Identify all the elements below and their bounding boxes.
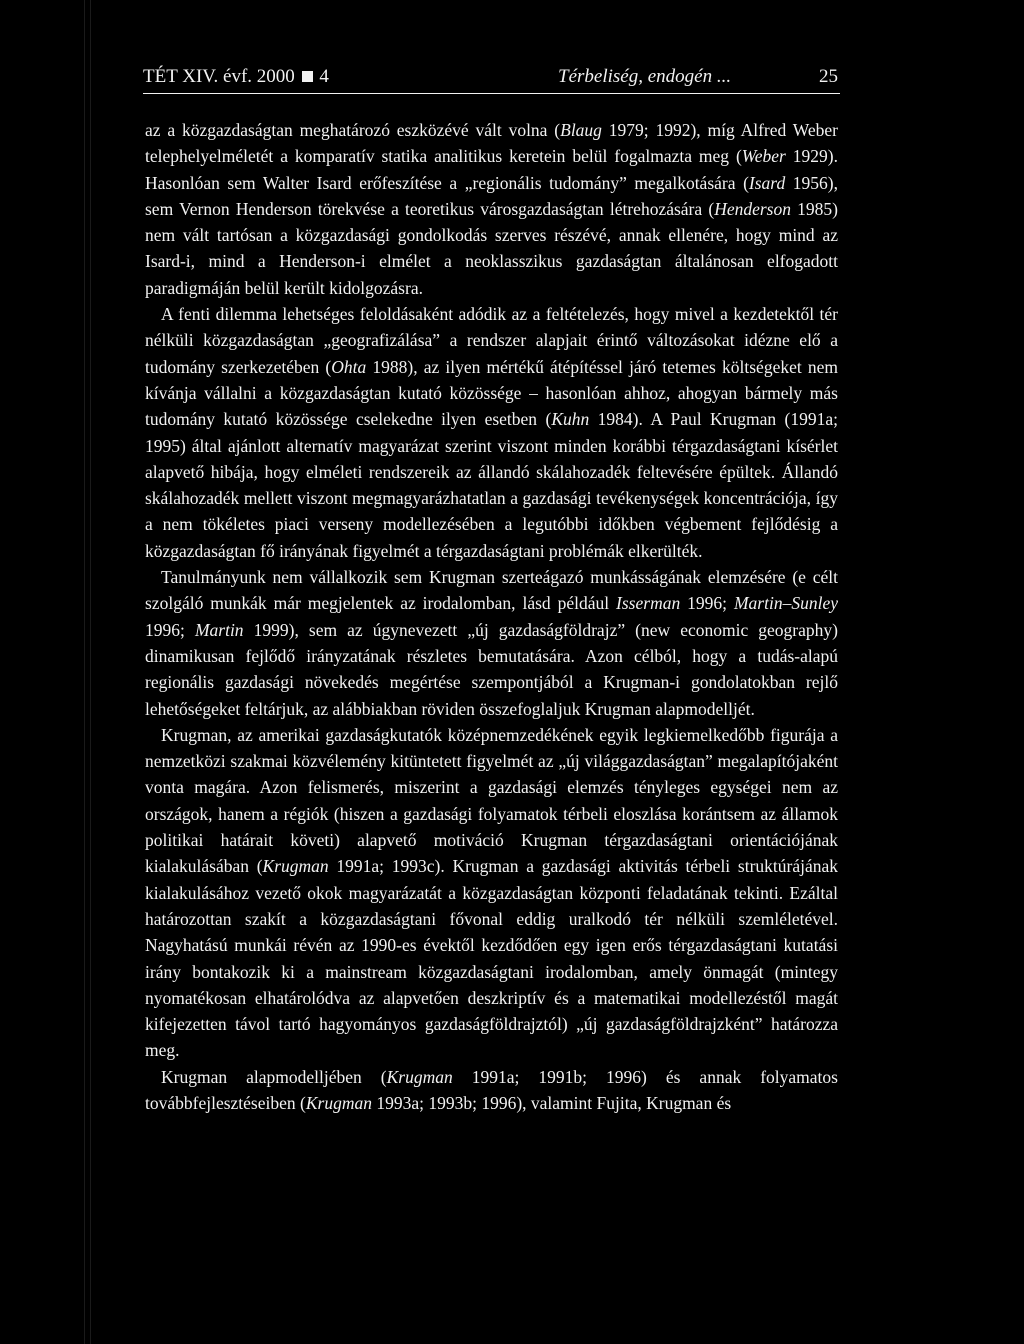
text-run: 1988), az ilyen mértékű átépítéssel járó tetemes költségeket nem kívánja vállalni a közgazdaságtan kutató közössége – hasonlóan ahhoz, ahogyan bármely más tudomány kutató közössége cselekedne ilyen esetben ( [145,356,838,430]
citation-author: Krugman [305,1092,372,1113]
separator-square-icon [302,71,313,82]
text-run: 1979; 1992), míg Alfred Weber telephelyelméletét a komparatív statika analitikus keretein belül fogalmazta meg ( [145,120,838,167]
article-body [145,117,838,1116]
journal-volume: TÉT XIV. évf. 2000 [143,66,295,87]
text-run: Krugman, az amerikai gazdaságkutatók középnemzedékének egyik legkiemelkedőbb figurája a nemzetközi szakmai közvélemény kitüntetett figyelmét az „új világgazdaságtan” megalapítójaként vonta magára. Azon felismerés, miszerint a gazdasági elemzés tényleges egységei nem az országok, hanem a régiók (hiszen a gazdasági folyamatok térbeli eloszlása korántsem az államok politikai határait követi) alapvető motiváció Krugman térgazdaságtani orientációjának kialakulásában ( [145,724,838,877]
text-run: Tanulmányunk nem vállalkozik sem Krugman szerteágazó munkásságának elemzésére (e célt szolgáló munkák már megjelentek az irodalomban, lásd például [145,567,838,614]
text-run: 1996; [145,619,195,640]
citation-author: Blaug [560,120,602,140]
text-run: A fenti dilemma lehetséges feloldásaként adódik az a feltételezés, hogy mivel a kezdetektől tér nélküli közgazdaságtan „geografizálása” a rendszer alapjait érintő változásokat idézne elő a tudomány szerkezetében ( [145,304,838,377]
text-run: 1996; [680,593,734,614]
issue-number: 4 [319,66,329,87]
citation-author: Martin–Sunley [733,593,838,614]
citation-author: Krugman [262,856,329,877]
text-run: az a közgazdaságtan meghatározó eszközévé vált volna ( [145,120,561,140]
paragraph-5 [145,1064,838,1117]
text-run: 1956), sem Vernon Henderson törekvése a teoretikus városgazdaságtan létrehozására ( [145,172,839,219]
running-header [143,62,840,92]
page-number: 25 [819,66,838,87]
citation-author: Henderson [714,198,791,219]
citation-author: Weber [741,146,786,167]
header-rule [143,93,840,94]
journal-info [143,62,329,92]
text-run: 1985) nem vált tartósan a közgazdasági gondolkodás szerves részévé, annak ellenére, hogy mind az Isard-i, mind a Henderson-i elmélet a neoklasszikus gazdaságtan általánosan elfogadott paradigmáján belül került kidolgozásra. [145,198,839,298]
running-title: Térbeliség, endogén ... [558,66,732,87]
paragraph-2 [145,301,838,564]
citation-author: Krugman [386,1066,453,1087]
paragraph-1 [145,117,838,301]
paragraph-3 [145,564,838,722]
text-run: Krugman alapmodelljében ( [161,1066,387,1087]
citation-author: Kuhn [551,409,590,430]
text-run: 1984). A Paul Krugman (1991a; 1995) által ajánlott alternatív magyarázat szerint viszont minden korábbi térgazdaságtani kísérlet alapvető hibája, hogy elméleti rendszereik az állandó skálahozadék feltevésére épültek. Állandó skálahozadék mellett viszont megmagyarázhatatlan a gazdasági tevékenységek koncentrációja, így a nem tökéletes piaci verseny modellezésében a legutóbbi időkben végbement fejlődésig a közgazdaságtan fő irányának figyelmét a térgazdaságtani problémák elkerülték. [145,409,838,561]
paragraph-4 [145,722,838,1064]
citation-author: Ohta [331,356,367,377]
text-run: 1991a; 1991b; 1996) és annak folyamatos továbbfejlesztéseiben ( [145,1066,838,1113]
citation-author: Isserman [616,593,681,614]
citation-author: Isard [748,172,786,193]
citation-author: Martin [194,619,244,640]
text-run: 1991a; 1993c). Krugman a gazdasági aktivitás térbeli struktúrájának kialakulásához vezető okok magyarázatát a közgazdaságtan központi feladatának tekinti. Ezáltal határozottan szakít a közgazdaságtani fővonal eddig uralkodó tér nélküli szemléletével. Nagyhatású munkái révén az 1990-es évektől kezdődően egy igen erős térgazdaságtani kutatási irány bontakozik ki a mainstream közgazdaságtani irodalomban, amely önmagát (mintegy nyomatékosan elhatárolódva az alapvetően deszkriptív és a matematikai modellezéstől magát kifejezetten távol tartó hagyományos gazdaságföldrajztól) „új gazdaságföldrajzként” határozza meg. [145,856,838,1061]
text-run: 1993a; 1993b; 1996), valamint Fujita, Krugman és [371,1092,732,1113]
text-run: 1929). Hasonlóan sem Walter Isard erőfeszítése a „regionális tudomány” megalkotására ( [145,146,838,193]
text-run: 1999), sem az úgynevezett „új gazdaságföldrajz” (new economic geography) dinamikusan fejlődő irányzatának részletes bemutatására. Azon célból, hogy a tudás-alapú regionális gazdasági növekedés megértése szempontjából a Krugman-i gondolatokban rejlő lehetőségeket feltárjuk, az alábbiakban röviden összefoglaljuk Krugman alapmodelljét. [145,619,838,719]
